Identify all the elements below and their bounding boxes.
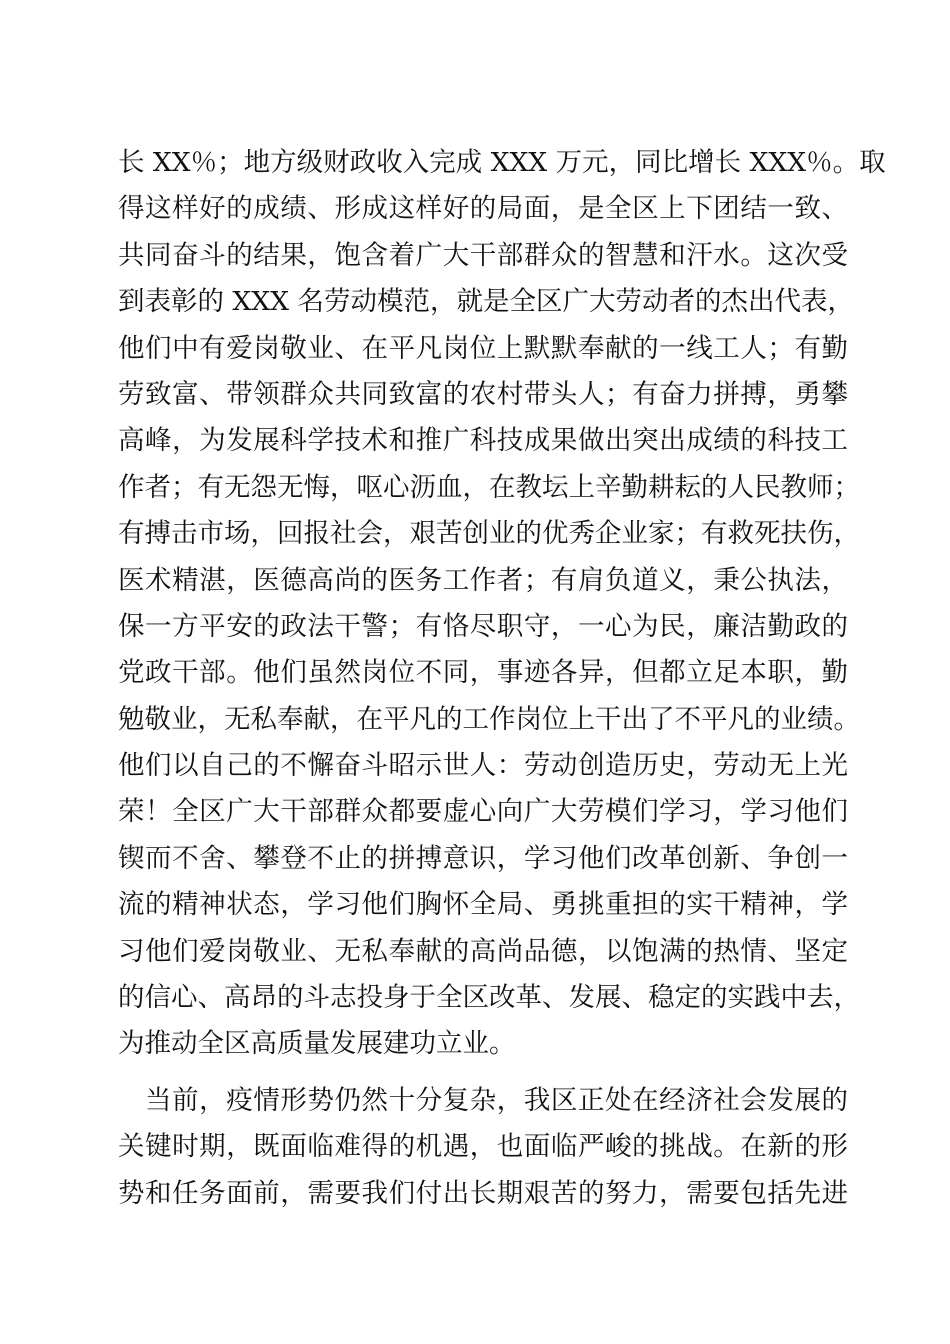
- text-line: 作者；有无怨无悔，呕心沥血，在教坛上辛勤耕耘的人民教师；: [118, 471, 860, 503]
- text-line: 习他们爱岗敬业、无私奉献的高尚品德，以饱满的热情、坚定: [118, 935, 848, 967]
- text-line: 有搏击市场，回报社会，艰苦创业的优秀企业家；有救死扶伤，: [118, 518, 860, 550]
- text-line: 流的精神状态，学习他们胸怀全局、勇挑重担的实干精神，学: [118, 889, 848, 921]
- text-line: 党政干部。他们虽然岗位不同，事迹各异，但都立足本职，勤: [118, 657, 848, 689]
- text-line: 保一方平安的政法干警；有恪尽职守，一心为民，廉洁勤政的: [118, 610, 848, 642]
- text-line: 长 XX％；地方级财政收入完成 XXX 万元，同比增长 XXX％。取: [118, 147, 886, 178]
- text-line: 医术精湛，医德高尚的医务工作者；有肩负道义，秉公执法，: [118, 564, 848, 596]
- text-line: 劳致富、带领群众共同致富的农村带头人；有奋力拼搏，勇攀: [118, 378, 848, 410]
- paragraph: [118, 1078, 848, 1217]
- text-line: 勉敬业，无私奉献，在平凡的工作岗位上干出了不平凡的业绩。: [118, 703, 860, 735]
- text-line: 到表彰的 XXX 名劳动模范，就是全区广大劳动者的杰出代表，: [118, 286, 854, 318]
- text-line: 为推动全区高质量发展建功立业。: [118, 1028, 516, 1060]
- text-line: 当前，疫情形势仍然十分复杂，我区正处在经济社会发展的: [118, 1084, 848, 1116]
- text-line: 高峰，为发展科学技术和推广科技成果做出突出成绩的科技工: [118, 425, 848, 457]
- paragraph-spacer: [118, 1068, 848, 1078]
- paragraph: [118, 140, 886, 1068]
- text-line: 势和任务面前，需要我们付出长期艰苦的努力，需要包括先进: [118, 1177, 848, 1209]
- text-line: 他们中有爱岗敬业、在平凡岗位上默默奉献的一线工人；有勤: [118, 332, 848, 364]
- text-line: 的信心、高昂的斗志投身于全区改革、发展、稳定的实践中去，: [118, 982, 860, 1014]
- text-line: 荣！全区广大干部群众都要虚心向广大劳模们学习，学习他们: [118, 796, 848, 828]
- text-line: 得这样好的成绩、形成这样好的局面，是全区上下团结一致、: [118, 193, 848, 225]
- text-line: 锲而不舍、攀登不止的拼搏意识，学习他们改革创新、争创一: [118, 842, 848, 874]
- text-line: 他们以自己的不懈奋斗昭示世人：劳动创造历史，劳动无上光: [118, 750, 848, 782]
- text-line: 共同奋斗的结果，饱含着广大干部群众的智慧和汗水。这次受: [118, 239, 848, 271]
- text-line: 关键时期，既面临难得的机遇，也面临严峻的挑战。在新的形: [118, 1131, 848, 1163]
- document-body: [118, 140, 886, 1217]
